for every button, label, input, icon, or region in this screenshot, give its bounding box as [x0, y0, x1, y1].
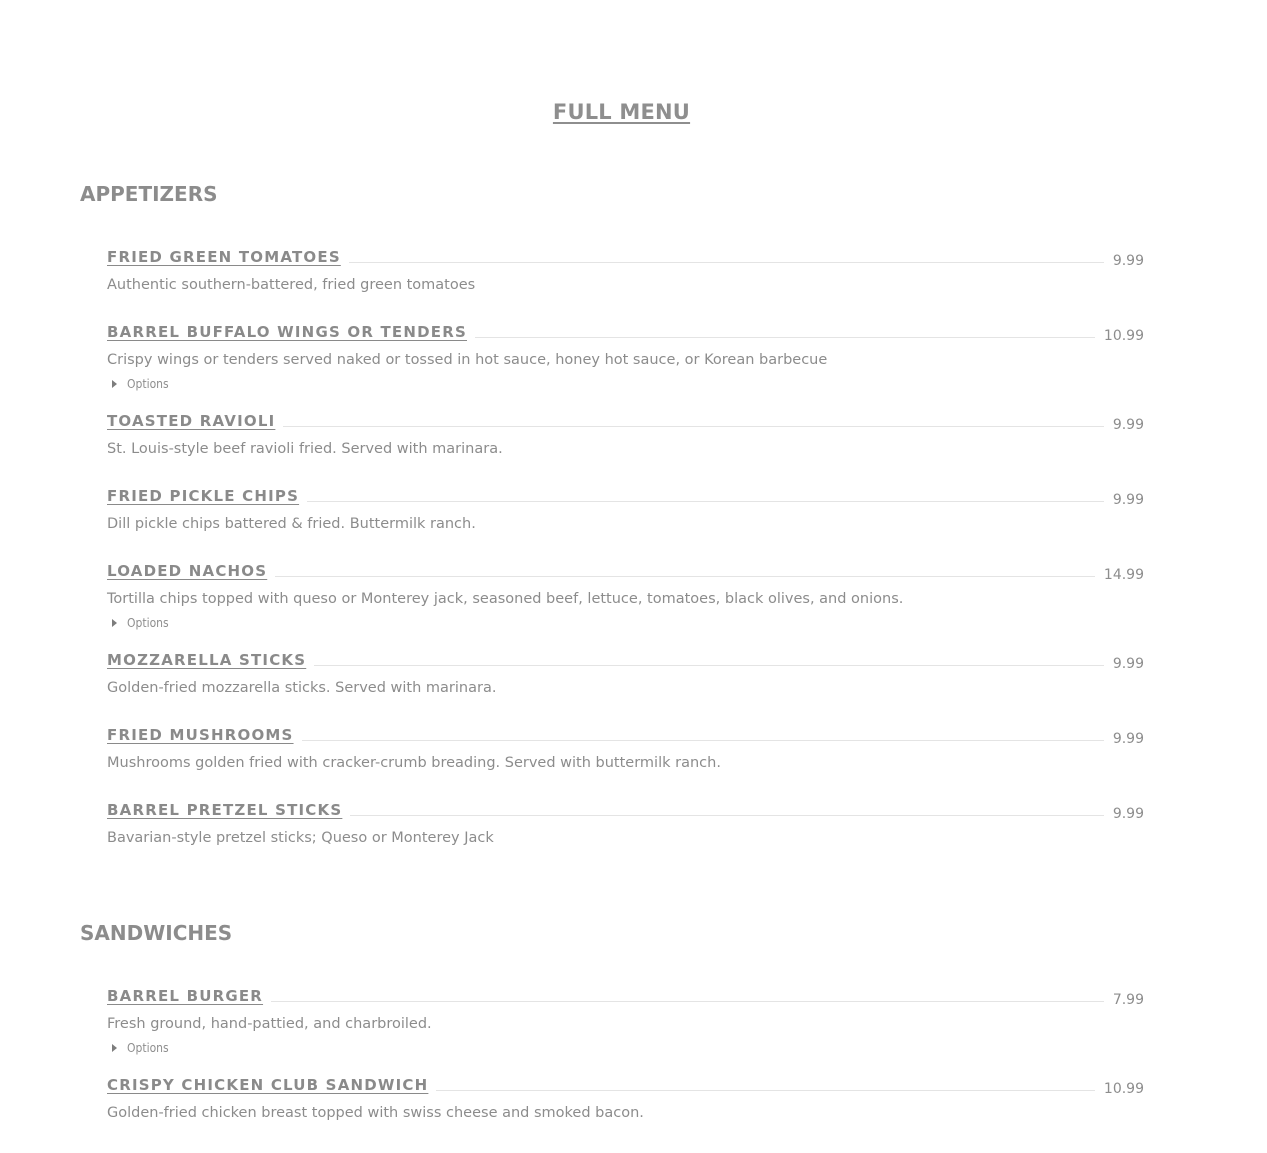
menu-item-name-link[interactable]: FRIED GREEN TOMATOES — [107, 248, 341, 266]
menu-item-name-link[interactable]: MOZZARELLA STICKS — [107, 651, 307, 669]
options-toggle[interactable] — [107, 1040, 1144, 1056]
menu-item-name-link[interactable]: CRISPY CHICKEN CLUB SANDWICH — [107, 1076, 429, 1094]
menu-item — [107, 485, 1144, 534]
menu-item-description: Bavarian-style pretzel sticks; Queso or Monterey Jack — [107, 830, 494, 846]
menu-item-name-link[interactable]: BARREL BURGER — [107, 987, 264, 1005]
menu-item-description: Crispy wings or tenders served naked or tossed in hot sauce, honey hot sauce, or Korean barbecue — [107, 352, 828, 368]
section-title: SANDWICHES — [80, 921, 233, 945]
menu-item-name-link[interactable]: TOASTED RAVIOLI — [107, 412, 276, 430]
menu-item-description: Dill pickle chips battered & fried. Buttermilk ranch. — [107, 516, 476, 532]
menu-item-price: 10.99 — [1103, 1081, 1144, 1097]
options-label: Options — [127, 1041, 169, 1055]
page-title: FULL MENU — [552, 100, 691, 124]
menu-item-name-link[interactable]: FRIED MUSHROOMS — [107, 726, 294, 744]
leader-line — [475, 337, 1095, 338]
menu-item-price: 9.99 — [1112, 656, 1144, 672]
leader-line — [314, 665, 1104, 666]
leader-line — [307, 501, 1104, 502]
menu-item — [107, 799, 1144, 848]
menu-item-name-link[interactable]: FRIED PICKLE CHIPS — [107, 487, 300, 505]
section-sandwiches — [80, 921, 1144, 1123]
menu-items-list — [107, 246, 1144, 848]
menu-item — [107, 410, 1144, 459]
menu-item-price: 14.99 — [1103, 567, 1144, 583]
menu-item — [107, 560, 1144, 631]
leader-line — [275, 576, 1095, 577]
menu-item — [107, 321, 1144, 392]
caret-right-icon — [112, 380, 117, 388]
options-label: Options — [127, 377, 169, 391]
caret-right-icon — [112, 1044, 117, 1052]
menu-item-description: Authentic southern-battered, fried green tomatoes — [107, 277, 476, 293]
options-label: Options — [127, 616, 169, 630]
menu-item — [107, 246, 1144, 295]
menu-item-description: Mushrooms golden fried with cracker-crumb breading. Served with buttermilk ranch. — [107, 755, 721, 771]
section-appetizers — [80, 182, 1144, 848]
menu-item-description: Fresh ground, hand-pattied, and charbroiled. — [107, 1016, 432, 1032]
menu-item-price: 9.99 — [1112, 492, 1144, 508]
menu-item-price: 9.99 — [1112, 417, 1144, 433]
caret-right-icon — [112, 619, 117, 627]
options-toggle[interactable] — [107, 376, 1144, 392]
menu-item — [107, 985, 1144, 1056]
menu-item-name-link[interactable]: BARREL BUFFALO WINGS OR TENDERS — [107, 323, 467, 341]
leader-line — [350, 815, 1103, 816]
menu-item-description: Tortilla chips topped with queso or Monterey jack, seasoned beef, lettuce, tomatoes, black olives, and onions. — [107, 591, 904, 607]
menu-item-description: St. Louis-style beef ravioli fried. Served with marinara. — [107, 441, 503, 457]
menu-item-price: 10.99 — [1103, 328, 1144, 344]
menu-item-price: 7.99 — [1112, 992, 1144, 1008]
menu-item — [107, 724, 1144, 773]
section-title: APPETIZERS — [80, 182, 218, 206]
menu-item-price: 9.99 — [1112, 253, 1144, 269]
menu-item — [107, 1074, 1144, 1123]
menu-item-name-link[interactable]: LOADED NACHOS — [107, 562, 268, 580]
menu-item-price: 9.99 — [1112, 806, 1144, 822]
menu-item-description: Golden-fried mozzarella sticks. Served with marinara. — [107, 680, 497, 696]
leader-line — [283, 426, 1103, 427]
leader-line — [436, 1090, 1095, 1091]
leader-line — [349, 262, 1104, 263]
leader-line — [271, 1001, 1104, 1002]
menu-item-price: 9.99 — [1112, 731, 1144, 747]
menu-item — [107, 649, 1144, 698]
menu-item-name-link[interactable]: BARREL PRETZEL STICKS — [107, 801, 343, 819]
menu-items-list — [107, 985, 1144, 1123]
menu-item-description: Golden-fried chicken breast topped with swiss cheese and smoked bacon. — [107, 1105, 644, 1121]
leader-line — [302, 740, 1104, 741]
options-toggle[interactable] — [107, 615, 1144, 631]
